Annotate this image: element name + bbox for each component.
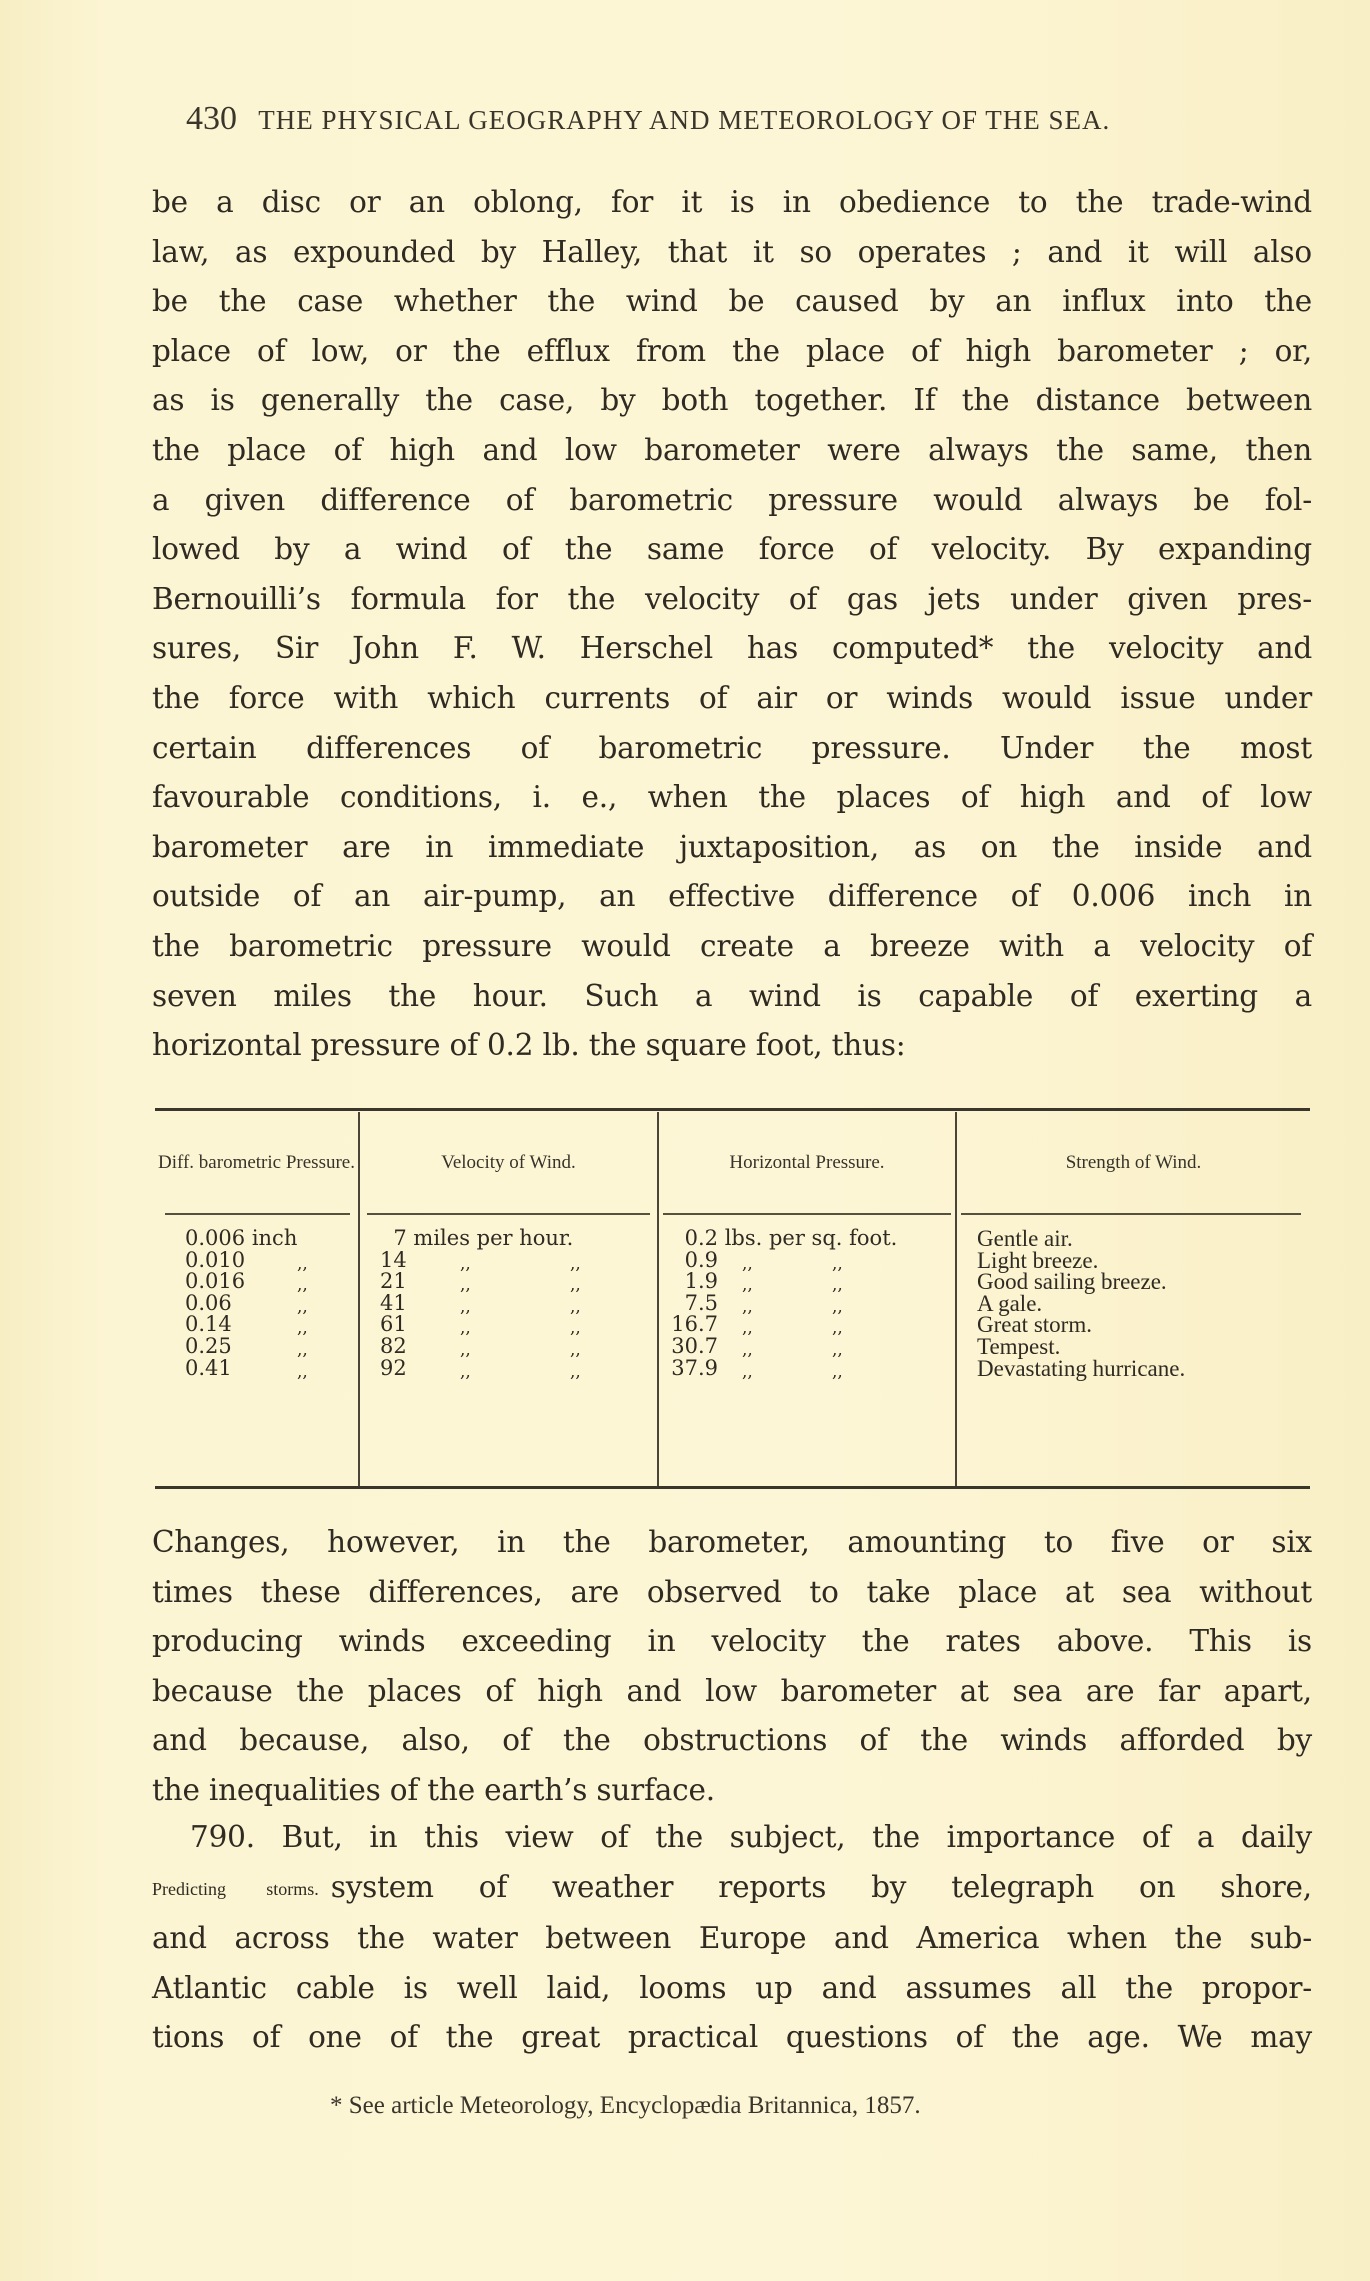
ditto-mark: ,,: [832, 1253, 843, 1274]
ditto-mark: ,,: [460, 1275, 471, 1296]
text-line: because the places of high and low barometer at sea are far apart,: [152, 1673, 1312, 1708]
running-header: [186, 100, 1246, 138]
ditto-mark: ,,: [742, 1361, 753, 1382]
ditto-mark: ,,: [460, 1318, 471, 1339]
ditto-mark: ,,: [570, 1361, 581, 1382]
text-line: sures, Sir John F. W. Herschel has computed* the velocity and: [152, 631, 1312, 666]
ditto-mark: ,,: [570, 1275, 581, 1296]
ditto-mark: ,,: [832, 1296, 843, 1317]
text-line: barometer are in immediate juxtaposition, as on the inside and: [152, 829, 1312, 864]
table-cell: Great storm.: [977, 1312, 1092, 1338]
ditto-mark: ,,: [570, 1296, 581, 1317]
text-line: as is generally the case, by both together. If the distance between: [152, 383, 1312, 418]
running-title: THE PHYSICAL GEOGRAPHY AND METEOROLOGY OF THE SEA.: [258, 105, 1111, 135]
ditto-mark: ,,: [832, 1275, 843, 1296]
ditto-mark: ,,: [297, 1318, 308, 1339]
table-cell: Gentle air.: [977, 1226, 1073, 1251]
section-number: 790.: [190, 1820, 255, 1854]
text-line: 790. But, in this view of the subject, the importance of a daily: [190, 1820, 1312, 1854]
table-cell: 0.006 inch: [185, 1226, 298, 1250]
table-cell: 0.010 ,,: [185, 1247, 308, 1274]
text-line: place of low, or the efflux from the place of high barometer ; or,: [152, 333, 1312, 368]
ditto-mark: ,,: [570, 1253, 581, 1274]
text-line: Predicting storms. system of weather reports by telegraph on shore,: [152, 1869, 1312, 1904]
ditto-mark: ,,: [570, 1318, 581, 1339]
table-cell: A gale.: [977, 1290, 1043, 1316]
table-cell: 92 ,, ,,: [380, 1355, 581, 1382]
text-line: the barometric pressure would create a breeze with a velocity of: [152, 928, 1312, 963]
header-velocity: Velocity of Wind.: [441, 1151, 576, 1173]
table-cell: 82 ,, ,,: [380, 1333, 581, 1360]
table-cell: 0.14 ,,: [185, 1312, 308, 1339]
text-line: times these differences, are observed to take place at sea without: [152, 1574, 1312, 1609]
ditto-mark: ,,: [460, 1253, 471, 1274]
table-cell: 30.7 ,, ,,: [671, 1333, 843, 1360]
wind-pressure-table: [155, 1108, 1310, 1490]
column-diff-pressure: [185, 1226, 355, 1382]
table-cell: 41 ,, ,,: [380, 1290, 581, 1317]
text-line: and because, also, of the obstructions of the winds afforded by: [152, 1723, 1312, 1758]
header-underline: [961, 1213, 1301, 1215]
ditto-mark: ,,: [297, 1339, 308, 1360]
text-line: seven miles the hour. Such a wind is capable of exerting a: [152, 978, 1312, 1013]
ditto-mark: ,,: [297, 1361, 308, 1382]
text-line: producing winds exceeding in velocity the rates above. This is: [152, 1624, 1312, 1659]
table-cell: Good sailing breeze.: [977, 1269, 1167, 1295]
table-cell: 37.9 ,, ,,: [671, 1355, 843, 1382]
text-line: lowed by a wind of the same force of velocity. By expanding: [152, 532, 1312, 567]
footnote: * See article Meteorology, Encyclopædia Britannica, 1857.: [330, 2092, 921, 2119]
paragraph-1: [152, 178, 1312, 1071]
text-line: outside of an air-pump, an effective difference of 0.006 inch in: [152, 879, 1312, 914]
table-cell: 61 ,, ,,: [380, 1312, 581, 1339]
header-strength: Strength of Wind.: [1065, 1151, 1202, 1173]
ditto-mark: ,,: [832, 1318, 843, 1339]
ditto-mark: ,,: [832, 1339, 843, 1360]
column-horizontal-pressure: [670, 1226, 955, 1382]
table-cell: 14 ,, ,,: [380, 1247, 581, 1274]
table-cell: 0.2 lbs. per sq. foot.: [684, 1226, 898, 1250]
text-line: be a disc or an oblong, for it is in obedience to the trade-wind: [152, 185, 1312, 219]
text-line: law, as expounded by Halley, that it so operates ; and it will also: [152, 234, 1312, 269]
ditto-mark: ,,: [297, 1253, 308, 1274]
table-cell: 0.016 ,,: [185, 1269, 308, 1296]
ditto-mark: ,,: [460, 1296, 471, 1317]
text-line: and across the water between Europe and America when the sub-: [152, 1921, 1312, 1956]
header-underline: [663, 1213, 951, 1215]
table-cell: Tempest.: [977, 1333, 1061, 1359]
ditto-mark: ,,: [742, 1253, 753, 1274]
paragraph-2: [152, 1518, 1312, 1816]
ditto-mark: ,,: [570, 1339, 581, 1360]
ditto-mark: ,,: [742, 1318, 753, 1339]
ditto-mark: ,,: [297, 1296, 308, 1317]
text-line: favourable conditions, i. e., when the places of high and of low: [152, 780, 1312, 815]
text-line: Bernouilli’s formula for the velocity of gas jets under given pres-: [152, 581, 1312, 616]
text-line: the inequalities of the earth’s surface.: [152, 1772, 715, 1807]
ditto-mark: ,,: [832, 1361, 843, 1382]
header-diff-pressure: Diff. barometric Pressure.: [158, 1151, 355, 1173]
text-line: Atlantic cable is well laid, looms up and assumes all the propor-: [152, 1970, 1312, 2005]
table-cell: Light breeze.: [977, 1247, 1099, 1273]
page-number: 430: [186, 100, 237, 137]
table-cell: Devastating hurricane.: [977, 1355, 1186, 1381]
ditto-mark: ,,: [742, 1339, 753, 1360]
text-line: horizontal pressure of 0.2 lb. the square foot, thus:: [152, 1028, 906, 1063]
ditto-mark: ,,: [742, 1296, 753, 1317]
text-line: Changes, however, in the barometer, amounting to five or six: [152, 1525, 1312, 1559]
column-strength: [977, 1228, 1307, 1379]
text-line: the force with which currents of air or winds would issue under: [152, 680, 1312, 715]
text-line: the place of high and low barometer were always the same, then: [152, 432, 1312, 467]
table-cell: 7 miles per hour.: [393, 1226, 574, 1250]
text-line: tions of one of the great practical questions of the age. We may: [152, 2020, 1312, 2055]
paragraph-3: [152, 1813, 1312, 2063]
table-cell: 7.5 ,, ,,: [684, 1290, 843, 1317]
header-underline: [165, 1213, 350, 1215]
table-cell: 21 ,, ,,: [380, 1269, 581, 1296]
ditto-mark: ,,: [742, 1275, 753, 1296]
table-cell: 16.7 ,, ,,: [671, 1312, 843, 1339]
margin-sidenote: Predicting storms.: [152, 1878, 319, 1899]
table-bottom-rule: [155, 1486, 1310, 1489]
text-line: a given difference of barometric pressure would always be fol-: [152, 482, 1312, 517]
header-horizontal-pressure: Horizontal Pressure.: [729, 1151, 885, 1173]
ditto-mark: ,,: [460, 1339, 471, 1360]
table-cell: 0.9 ,, ,,: [684, 1247, 843, 1274]
table-cell: 0.06 ,,: [185, 1290, 308, 1317]
text-line: certain differences of barometric pressure. Under the most: [152, 730, 1312, 765]
text-line: be the case whether the wind be caused by an influx into the: [152, 284, 1312, 319]
ditto-mark: ,,: [297, 1275, 308, 1296]
header-underline: [367, 1213, 650, 1215]
table-top-rule: [155, 1108, 1310, 1111]
ditto-mark: ,,: [460, 1361, 471, 1382]
table-cell: 0.41 ,,: [185, 1355, 308, 1382]
column-velocity: [380, 1226, 650, 1382]
table-cell: 1.9 ,, ,,: [684, 1269, 843, 1296]
table-cell: 0.25 ,,: [185, 1333, 308, 1360]
